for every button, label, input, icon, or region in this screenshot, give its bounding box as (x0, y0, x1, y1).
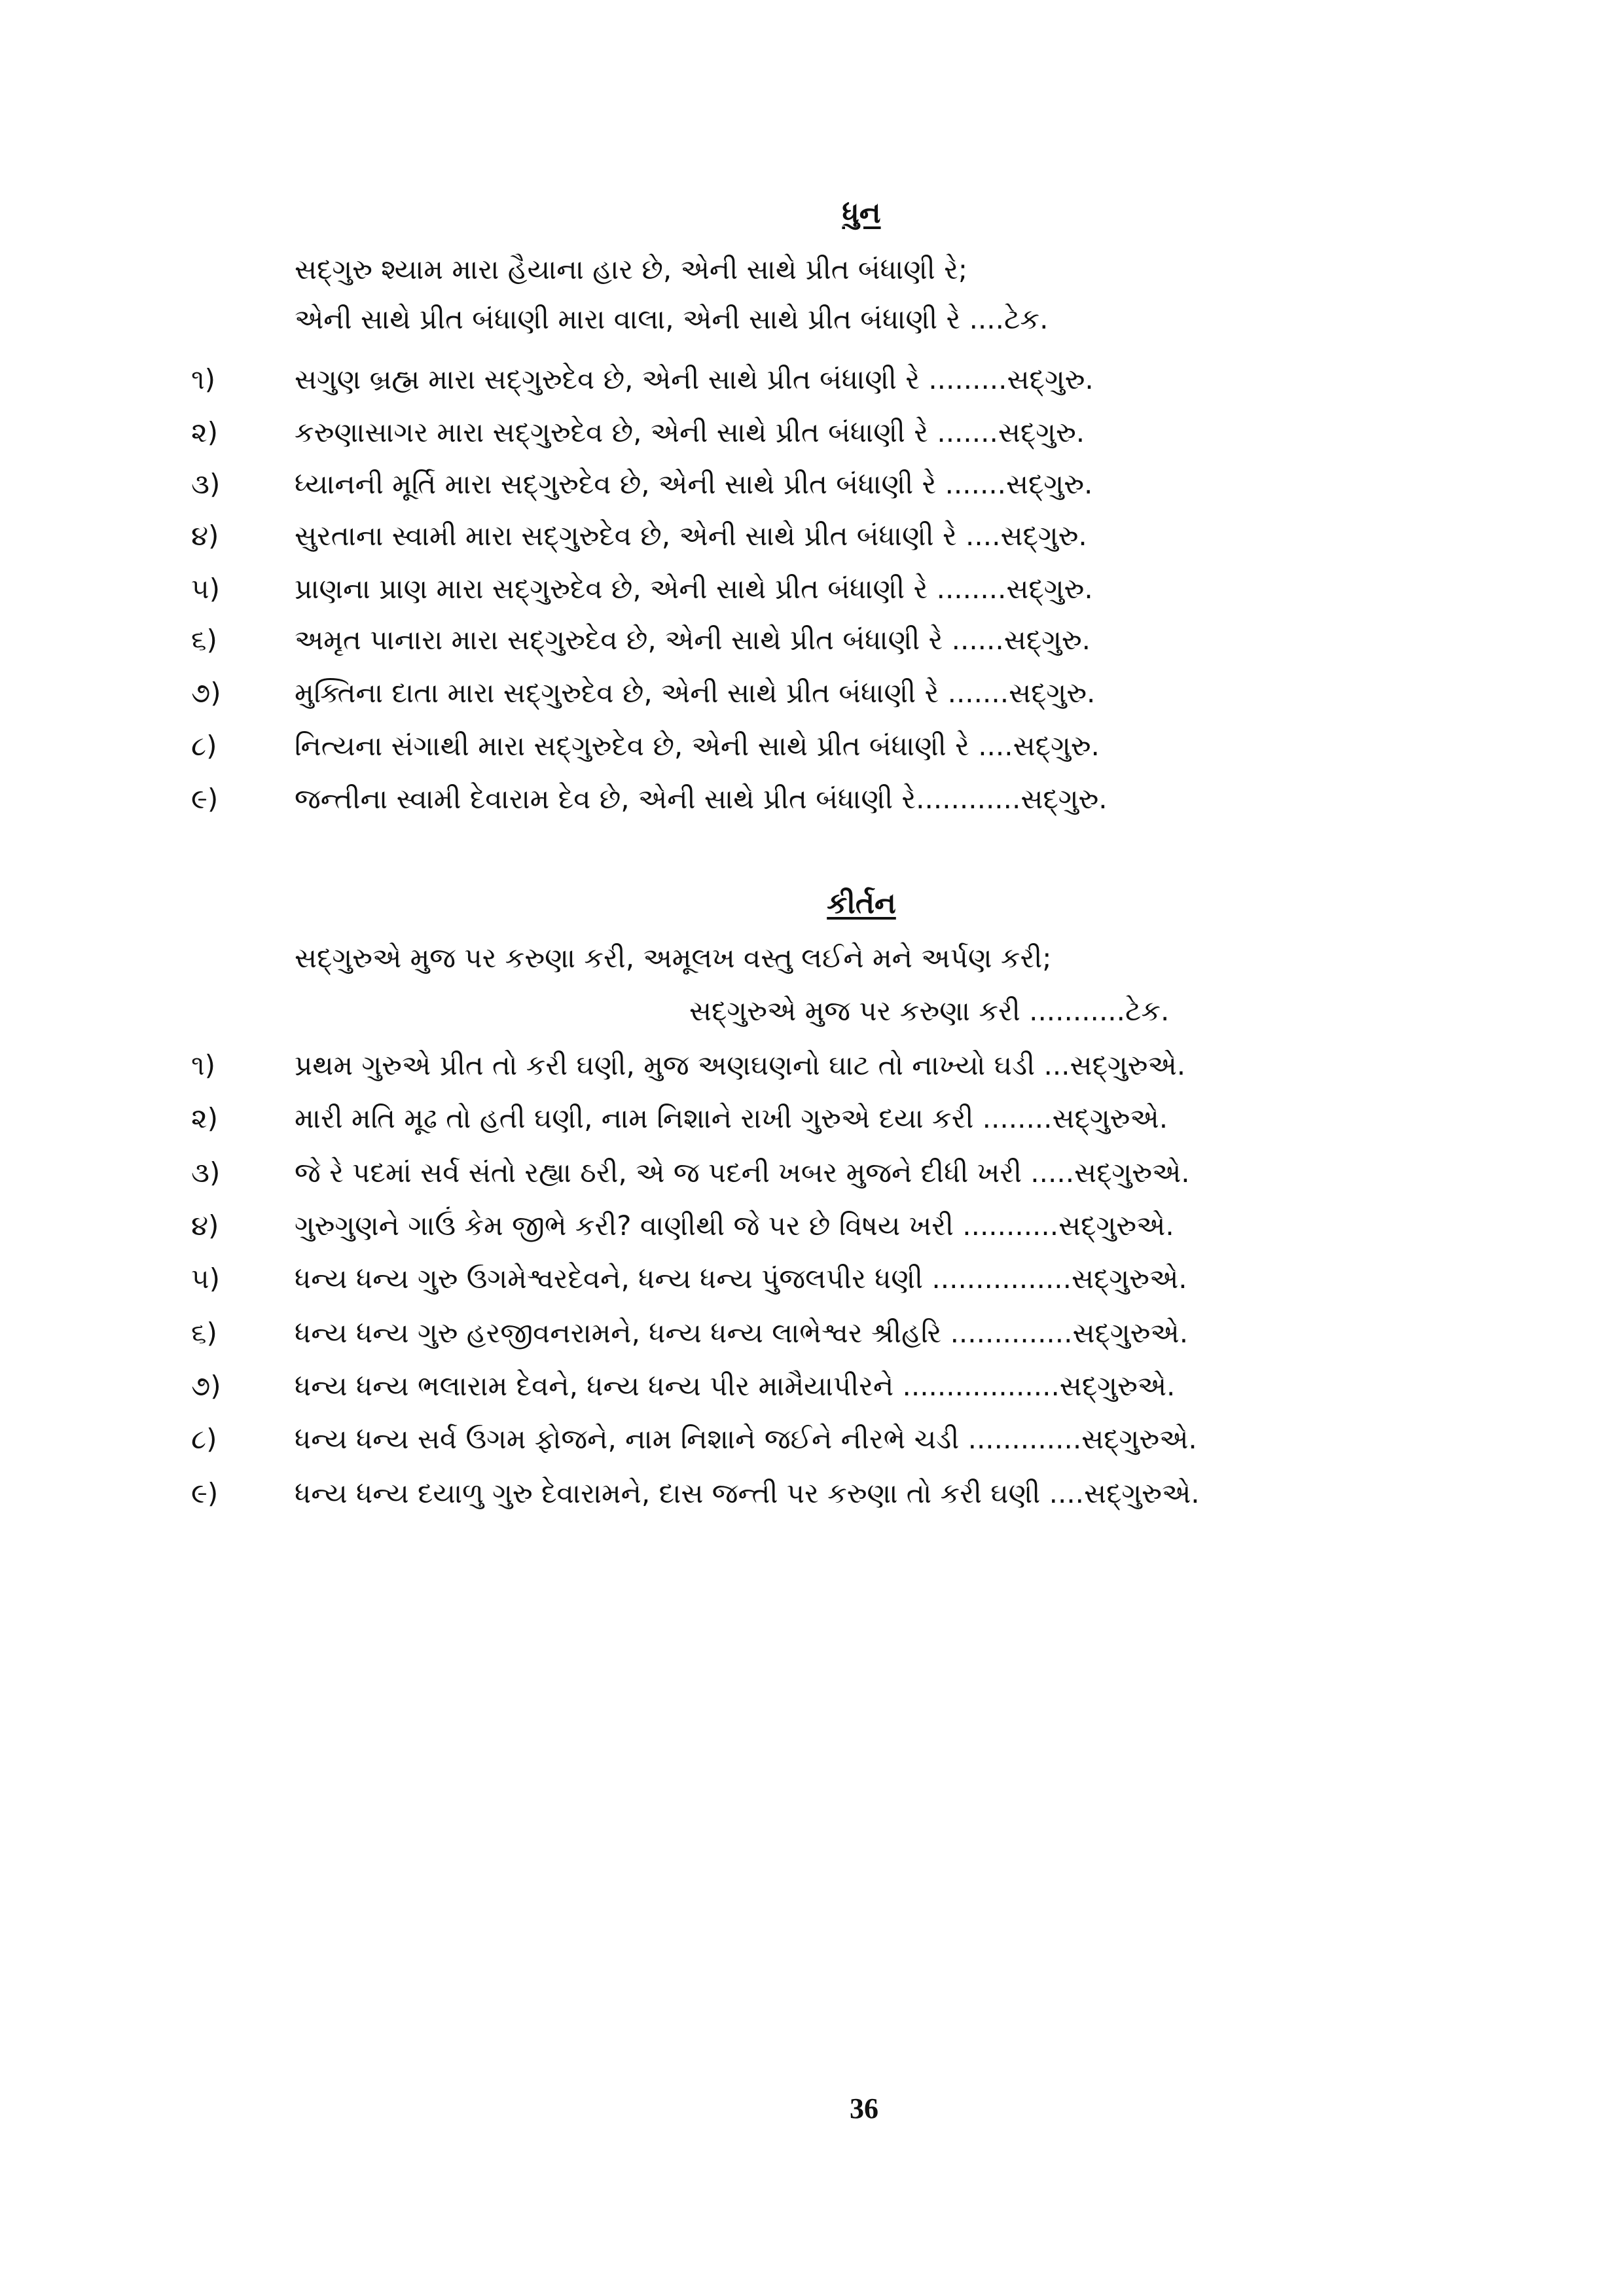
dhun-verse-number: ૨) (191, 416, 219, 448)
dhun-refrain-line-2: એની સાથે પ્રીત બંધાણી મારા વાલા, એની સાથે પ્રીત બંધાણી રે ....ટેક. (295, 303, 1049, 335)
kirtan-verse-number: ૫) (191, 1263, 220, 1295)
kirtan-refrain-line-1: સદ્ગુરુએ મુજ પર કરુણા કરી, અમૂલખ વસ્તુ લઈને મને અર્પણ કરી; (295, 942, 1052, 974)
kirtan-verse-number: ૯) (191, 1477, 219, 1509)
dhun-verse-number: ૪) (191, 520, 219, 552)
dhun-refrain-line-1: સદ્ગુરુ શ્યામ મારા હૈયાના હાર છે, એની સાથે પ્રીત બંધાણી રે; (295, 253, 967, 285)
page-number: 36 (850, 2092, 878, 2125)
kirtan-verse-number: ૪) (191, 1210, 219, 1242)
kirtan-refrain-line-2: સદ્ગુરુએ મુજ પર કરુણા કરી ...........ટેક. (689, 995, 1170, 1027)
kirtan-verse-text: ધન્ય ધન્ય ગુરુ ઉગમેશ્વરદેવને, ધન્ય ધન્ય પુંજલપીર ધણી ................સદ્ગુરુએ. (295, 1263, 1187, 1295)
dhun-verse-text: ધ્યાનની મૂર્તિ મારા સદ્ગુરુદેવ છે, એની સાથે પ્રીત બંધાણી રે .......સદ્ગુરુ. (295, 468, 1093, 500)
dhun-verse-number: ૩) (191, 468, 221, 500)
kirtan-verse-text: ધન્ય ધન્ય ભલારામ દેવને, ધન્ય ધન્ય પીર મામૈયાપીરને ..................સદ્ગુરુએ. (295, 1370, 1176, 1402)
dhun-verse-number: ૧) (191, 363, 215, 395)
dhun-verse-number: ૮) (191, 730, 217, 762)
kirtan-verse-number: ૮) (191, 1423, 217, 1455)
kirtan-verse-text: ધન્ય ધન્ય સર્વ ઉગમ ફોજને, નામ નિશાને જઈને નીરભે ચડી .............સદ્ગુરુએ. (295, 1423, 1197, 1455)
dhun-verse-text: નિત્યના સંગાથી મારા સદ્ગુરુદેવ છે, એની સાથે પ્રીત બંધાણી રે ....સદ્ગુરુ. (295, 730, 1100, 762)
kirtan-verse-text: પ્રથમ ગુરુએ પ્રીત તો કરી ઘણી, મુજ અણઘણનો ઘાટ તો નાખ્યો ઘડી ...સદ્ગુરુએ. (295, 1049, 1186, 1081)
kirtan-verse-text: ધન્ય ધન્ય દયાળુ ગુરુ દેવારામને, દાસ જન્તી પર કરુણા તો કરી ઘણી ....સદ્ગુરુએ. (295, 1477, 1200, 1509)
kirtan-verse-text: મારી મતિ મૂઢ તો હતી ઘણી, નામ નિશાને રાખી ગુરુએ દયા કરી ........સદ્ગુરુએ. (295, 1102, 1168, 1134)
dhun-verse-number: ૯) (191, 783, 219, 815)
dhun-verse-number: ૭) (191, 677, 221, 709)
kirtan-verse-number: ૩) (191, 1157, 221, 1189)
dhun-verse-text: સુરતાના સ્વામી મારા સદ્ગુરુદેવ છે, એની સાથે પ્રીત બંધાણી રે ....સદ્ગુરુ. (295, 520, 1087, 552)
kirtan-verse-text: ગુરુગુણને ગાઉં કેમ જીભે કરી? વાણીથી જે પર છે વિષય ખરી ...........સદ્ગુરુએ. (295, 1210, 1174, 1242)
section-title-dhun: ધુન (842, 196, 881, 230)
kirtan-verse-text: જે રે પદમાં સર્વ સંતો રહ્યા ઠરી, એ જ પદની ખબર મુજને દીધી ખરી .....સદ્ગુરુએ. (295, 1157, 1190, 1189)
section-title-kirtan: કીર્તન (827, 887, 896, 920)
kirtan-verse-number: ૬) (191, 1317, 217, 1349)
dhun-verse-text: પ્રાણના પ્રાણ મારા સદ્ગુરુદેવ છે, એની સાથે પ્રીત બંધાણી રે ........સદ્ગુરુ. (295, 573, 1093, 605)
dhun-verse-text: સગુણ બ્રહ્મ મારા સદ્ગુરુદેવ છે, એની સાથે પ્રીત બંધાણી રે .........સદ્ગુરુ. (295, 363, 1094, 395)
dhun-verse-text: જન્તીના સ્વામી દેવારામ દેવ છે, એની સાથે પ્રીત બંધાણી રે............સદ્ગુરુ. (295, 783, 1108, 815)
dhun-verse-number: ૫) (191, 573, 220, 605)
dhun-verse-number: ૬) (191, 624, 217, 656)
dhun-verse-text: કરુણાસાગર મારા સદ્ગુરુદેવ છે, એની સાથે પ્રીત બંધાણી રે .......સદ્ગુરુ. (295, 416, 1085, 448)
dhun-verse-text: અમૃત પાનારા મારા સદ્ગુરુદેવ છે, એની સાથે પ્રીત બંધાણી રે ......સદ્ગુરુ. (295, 624, 1091, 656)
kirtan-verse-text: ધન્ય ધન્ય ગુરુ હરજીવનરામને, ધન્ય ધન્ય લાભેશ્વર શ્રીહરિ ..............સદ્ગુરુએ. (295, 1317, 1189, 1349)
kirtan-verse-number: ૧) (191, 1049, 215, 1081)
kirtan-verse-number: ૨) (191, 1102, 219, 1134)
kirtan-verse-number: ૭) (191, 1370, 221, 1402)
dhun-verse-text: મુક્તિના દાતા મારા સદ્ગુરુદેવ છે, એની સાથે પ્રીત બંધાણી રે .......સદ્ગુરુ. (295, 677, 1096, 709)
